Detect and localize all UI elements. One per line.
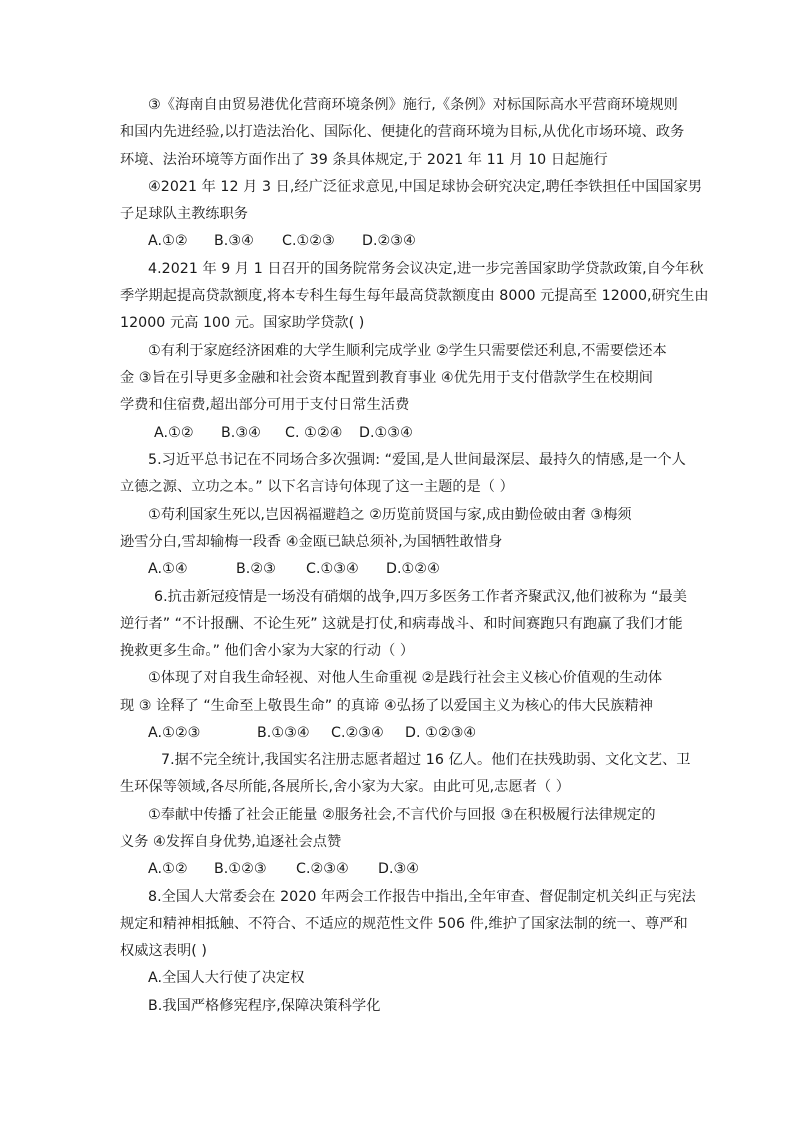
q5-stem-line2: 立德之源、立功之本。” 以下名言诗句体现了这一主题的是（ ） [120,479,514,495]
q3-option-d[interactable]: D.②③④ [362,233,416,249]
q7-option-a[interactable]: A.①② [148,861,188,877]
q6-statements-line1: ①体现了对自我生命轻视、对他人生命重视 ②是践行社会主义核心价值观的生动体 [148,670,663,686]
q4-stem-line3: 12000 元高 100 元。国家助学贷款( ) [120,315,365,331]
q6-options [148,723,476,743]
q7-option-b[interactable]: B.①②③ [214,861,267,877]
q3-option-c[interactable]: C.①②③ [282,233,335,249]
q7-stem-line1: 7.据不完全统计,我国实名注册志愿者超过 16 亿人。他们在扶残助弱、文化文艺、卫 [161,752,691,768]
q3-statement-4-line1: ④2021 年 12 月 3 日,经广泛征求意见,中国足球协会研究决定,聘任李铁担任中国国家男 [148,179,703,195]
q5-option-d[interactable]: D.①②④ [386,561,440,577]
q3-statement-4-line2: 子足球队主教练职务 [120,206,249,222]
q5-option-b[interactable]: B.②③ [236,561,276,577]
q7-option-c[interactable]: C.②③④ [296,861,349,877]
q8-stem-line1: 8.全国人大常委会在 2020 年两会工作报告中指出,全年审查、督促制定机关纠正与宪法 [148,889,696,905]
q5-statements-line2: 逊雪分白,雪却输梅一段香 ④金瓯已缺总须补,为国牺牲敢惜身 [120,534,503,550]
q6-stem-line3: 挽救更多生命。” 他们舍小家为大家的行动（ ） [120,643,415,659]
q3-statement-3-line3: 环境、法治环境等方面作出了 39 条具体规定,于 2021 年 11 月 10 日起施行 [120,152,608,168]
q6-option-b[interactable]: B.①③④ [257,725,310,741]
q3-option-b[interactable]: B.③④ [214,233,254,249]
q4-stem-line2: 季学期起提高贷款额度,将本专科生每生每年最高贷款额度由 8000 元提高至 12000,研究生由 [120,288,709,304]
q5-options [148,559,440,579]
q7-statements-line2: 义务 ④发挥自身优势,追逐社会点赞 [120,834,342,850]
q6-option-a[interactable]: A.①②③ [148,725,201,741]
q6-stem-line2: 逆行者” “不计报酬、不论生死” 这就是打仗,和病毒战斗、和时间赛跑只有跑赢了我们才能 [120,616,683,632]
q6-option-d[interactable]: D. ①②③④ [405,725,477,741]
q4-statements-line2: 金 ③旨在引导更多金融和社会资本配置到教育事业 ④优先用于支付借款学生在校期间 [120,370,653,386]
q7-statements-line1: ①奉献中传播了社会正能量 ②服务社会,不言代价与回报 ③在积极履行法律规定的 [148,807,656,823]
q3-statement-3-line2: 和国内先进经验,以打造法治化、国际化、便捷化的营商环境为目标,从优化市场环境、政务 [120,124,685,140]
q5-option-a[interactable]: A.①④ [148,561,188,577]
q7-option-d[interactable]: D.③④ [378,861,420,877]
q6-option-c[interactable]: C.②③④ [331,725,384,741]
q4-statements-line3: 学费和住宿费,超出部分可用于支付日常生活费 [120,397,410,413]
q4-stem-line1: 4.2021 年 9 月 1 日召开的国务院常务会议决定,进一步完善国家助学贷款政策,自今年秋 [148,261,704,277]
q4-option-d[interactable]: D.①③④ [359,425,413,441]
q5-statements-line1: ①苟利国家生死以,岂因祸福避趋之 ②历览前贤国与家,成由勤俭破由奢 ③梅须 [148,507,632,523]
q4-statements-line1: ①有利于家庭经济困难的大学生顺利完成学业 ②学生只需要偿还利息,不需要偿还本 [148,343,667,359]
q3-statement-3-line1: ③《海南自由贸易港优化营商环境条例》施行,《条例》对标国际高水平营商环境规则 [148,97,678,113]
q7-stem-line2: 生环保等领域,各尽所能,各展所长,舍小家为大家。由此可见,志愿者（ ） [120,779,570,795]
q8-stem-line3: 权威这表明( ) [120,943,207,959]
q4-option-c[interactable]: C. ①②④ [285,425,343,441]
q8-option-a[interactable]: A.全国人大行使了决定权 [148,970,305,986]
q7-options [148,859,419,879]
q4-options [154,423,413,443]
q3-options [148,231,416,251]
q5-option-c[interactable]: C.①③④ [306,561,359,577]
q8-option-b[interactable]: B.我国严格修宪程序,保障决策科学化 [148,998,381,1014]
q5-stem-line1: 5.习近平总书记在不同场合多次强调: “爱国,是人世间最深层、最持久的情感,是一个人 [148,452,686,468]
q4-option-b[interactable]: B.③④ [221,425,261,441]
q4-option-a[interactable]: A.①② [154,425,194,441]
q3-option-a[interactable]: A.①② [148,233,188,249]
q8-stem-line2: 规定和精神相抵触、不符合、不适应的规范性文件 506 件,维护了国家法制的统一、尊严和 [120,916,688,932]
q6-statements-line2: 现 ③ 诠释了 “生命至上敬畏生命” 的真谛 ④弘扬了以爱国主义为核心的伟大民族精神 [120,698,653,714]
q6-stem-line1: 6.抗击新冠疫情是一场没有硝烟的战争,四万多医务工作者齐聚武汉,他们被称为 “最美 [154,589,688,605]
